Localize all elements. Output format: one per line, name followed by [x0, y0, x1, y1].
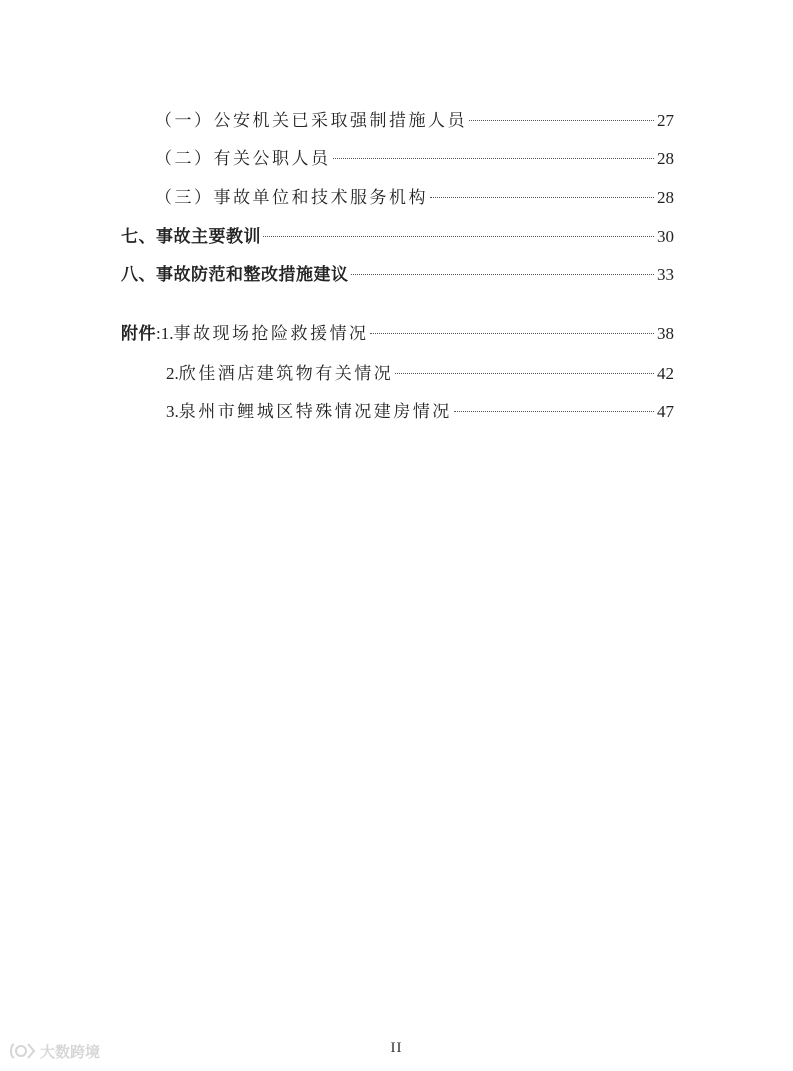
attachment-number: 2. — [166, 364, 179, 383]
attachment-text: 欣佳酒店建筑物有关情况 — [178, 364, 394, 384]
toc-leader-dots — [351, 274, 655, 275]
toc-entry-text: 八、事故防范和整改措施建议 — [121, 265, 349, 285]
toc-entry-text: （一）公安机关已采取强制措施人员 — [155, 111, 467, 131]
toc-entry-2 — [155, 147, 674, 171]
attachment-number: :1. — [156, 324, 174, 343]
attachment-text: 泉州市鲤城区特殊情况建房情况 — [178, 402, 452, 422]
toc-entry-text: 七、事故主要教训 — [121, 227, 261, 247]
attachment-number: 3. — [166, 402, 179, 421]
attachment-prefix: 附件 — [121, 324, 156, 344]
attachment-entry-2 — [166, 362, 674, 386]
toc-leader-dots — [333, 158, 655, 159]
toc-entry-5 — [121, 263, 674, 287]
attachment-page: 38 — [657, 324, 674, 343]
watermark — [8, 1040, 100, 1062]
toc-entry-text: （二）有关公职人员 — [155, 149, 331, 169]
toc-entry-4 — [121, 225, 674, 249]
toc-entry-3 — [155, 186, 674, 210]
attachment-page: 42 — [657, 364, 674, 383]
footer-page-number: II — [390, 1040, 403, 1056]
toc-leader-dots — [370, 333, 654, 334]
toc-entry-page: 27 — [657, 111, 674, 130]
attachment-text: 事故现场抢险救援情况 — [173, 324, 369, 344]
toc-leader-dots — [263, 236, 654, 237]
attachment-entry-1 — [121, 322, 674, 346]
toc-leader-dots — [430, 197, 654, 198]
toc-entry-page: 33 — [657, 265, 674, 284]
toc-entry-page: 28 — [657, 188, 674, 207]
toc-entry-text: （三）事故单位和技术服务机构 — [155, 188, 428, 208]
toc-entry-page: 28 — [657, 149, 674, 168]
toc-leader-dots — [454, 411, 654, 412]
toc-entry-1 — [155, 109, 674, 133]
toc-leader-dots — [469, 120, 654, 121]
watermark-text: 大数跨境 — [40, 1042, 101, 1061]
toc-entry-page: 30 — [657, 227, 674, 246]
attachment-entry-3 — [166, 400, 674, 424]
watermark-logo-icon — [8, 1040, 38, 1062]
attachment-page: 47 — [657, 402, 674, 421]
toc-leader-dots — [395, 373, 654, 374]
